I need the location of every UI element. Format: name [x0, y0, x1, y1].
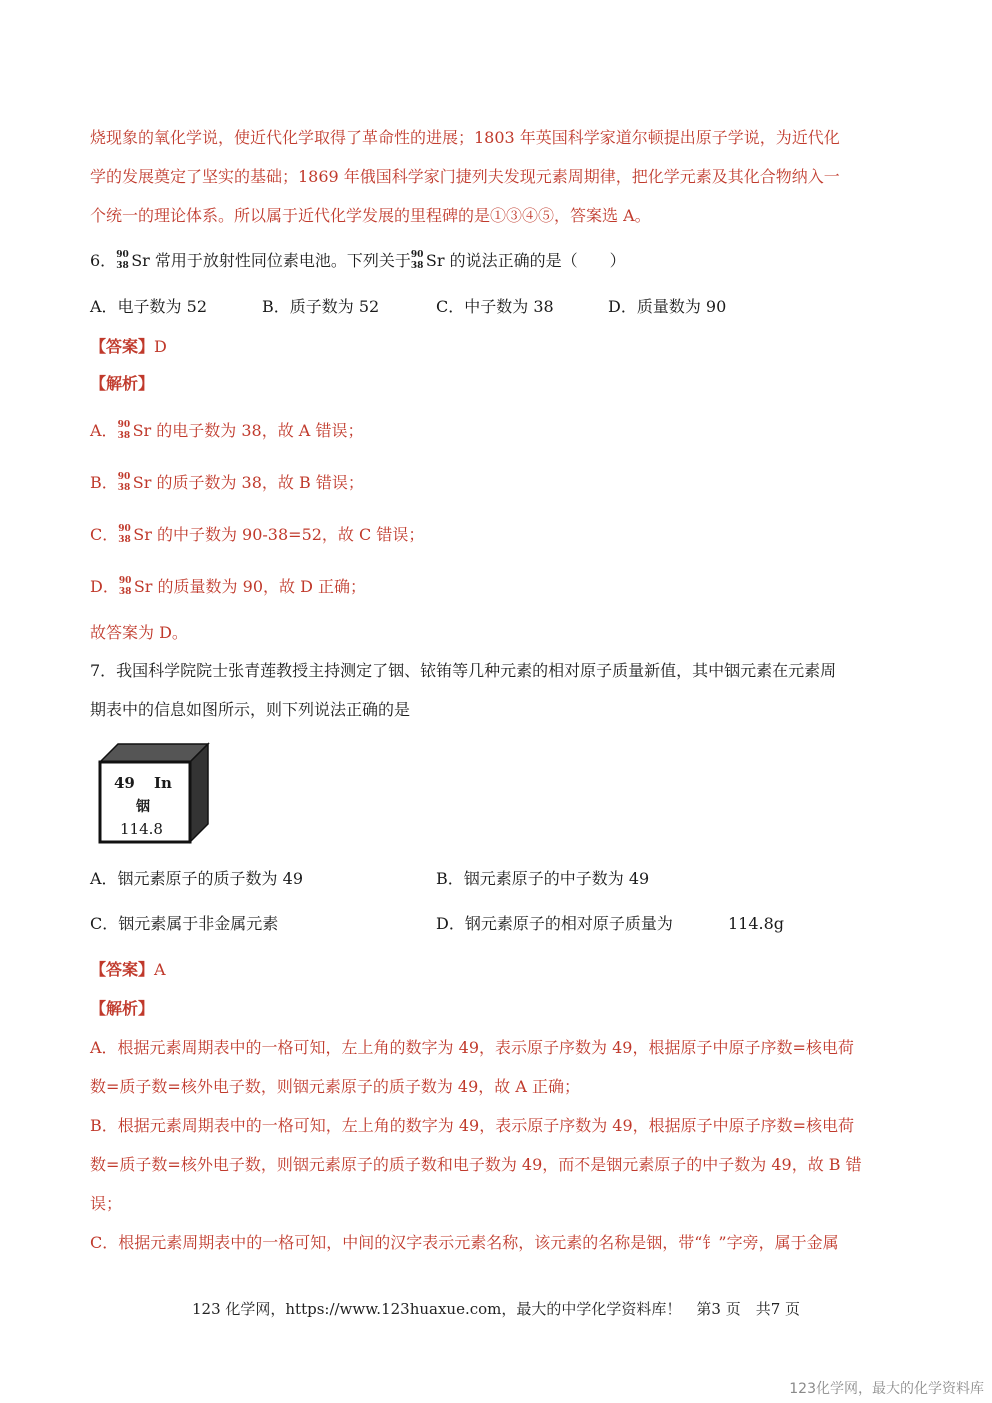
q7-analysis-line-5: 误；: [90, 1194, 123, 1213]
watermark: 123化学网，最大的化学资料库: [789, 1381, 984, 1397]
q7-option-c: C．铟元素属于非金属元素: [90, 914, 279, 933]
answer-label: 【答案】: [90, 337, 155, 356]
q7-stem-line-1: 7．我国科学院院士张青莲教授主持测定了铟、铱铕等几种元素的相对原子质量新值，其中铟元素在元素周: [90, 661, 837, 680]
q6-analysis-a: A． 90 38 Sr 的电子数为 38，故 A 错误；: [90, 419, 364, 441]
isotope-notation: 90 38: [118, 523, 131, 545]
q6-answer: [90, 336, 167, 358]
q7-stem-line-2: 期表中的信息如图所示，则下列说法正确的是: [90, 700, 411, 719]
intro-line-2: 学的发展奠定了坚实的基础；1869 年俄国科学家门捷列夫发现元素周期律，把化学元素及其化合物纳入一: [90, 167, 840, 186]
intro-line-3: 个统一的理论体系。所以属于近代化学发展的里程碑的是①③④⑤，答案选 A。: [90, 206, 651, 225]
q6-analysis-b: B． 90 38 Sr 的质子数为 38，故 B 错误；: [90, 471, 364, 493]
q7-option-b: B．铟元素原子的中子数为 49: [436, 869, 650, 888]
intro-line-1: 烧现象的氧化学说，使近代化学取得了革命性的进展；1803 年英国科学家道尔顿提出原子学说，为近代化: [90, 128, 840, 147]
q6-option-a: A．电子数为 52: [90, 297, 208, 316]
q6-option-c: C．中子数为 38: [436, 297, 554, 316]
isotope-notation: 90 38: [410, 249, 424, 271]
element-cell-figure: [98, 742, 210, 846]
q7-analysis-line-2: 数=质子数=核外电子数，则铟元素原子的质子数为 49，故 A 正确；: [90, 1077, 580, 1096]
q6-conclusion: 故答案为 D。: [90, 623, 188, 642]
q7-option-d: D．钢元素原子的相对原子质量为: [436, 914, 673, 933]
q6-stem-mid: 常用于放射性同位素电池。下列关于: [154, 251, 411, 270]
page-footer: 123 化学网，https://www.123huaxue.com，最大的中学化学资料库！ 第3 页 共7 页: [191, 1300, 801, 1318]
answer-label: 【答案】: [90, 960, 155, 979]
q6-analysis-label: 【解析】: [90, 374, 155, 393]
q7-analysis-line-6: C．根据元素周期表中的一格可知，中间的汉字表示元素名称，该元素的名称是铟，带“钅”字旁，属于金属: [90, 1233, 839, 1252]
element-symbol: In: [154, 774, 172, 792]
element-name: 铟: [136, 799, 150, 815]
q7-analysis-label: 【解析】: [90, 999, 155, 1018]
q6-option-b: B．质子数为 52: [262, 297, 380, 316]
q6-analysis-c: C． 90 38 Sr 的中子数为 90-38=52，故 C 错误；: [90, 523, 425, 545]
q6-option-d: D．质量数为 90: [608, 297, 727, 316]
q6-analysis-d: D． 90 38 Sr 的质量数为 90，故 D 正确；: [90, 575, 366, 597]
q6-stem-end: 的说法正确的是（ ）: [449, 251, 626, 270]
q7-option-a: A．铟元素原子的质子数为 49: [90, 869, 304, 888]
isotope-notation: 90 38: [116, 249, 129, 271]
q7-analysis-line-4: 数=质子数=核外电子数，则铟元素原子的质子数和电子数为 49，而不是铟元素原子的中子数为 49，故 B 错: [90, 1155, 862, 1174]
element-number: 49: [114, 774, 135, 792]
answer-value: A: [154, 960, 166, 979]
element-mass: 114.8: [120, 820, 163, 838]
q7-analysis-line-1: A．根据元素周期表中的一格可知，左上角的数字为 49，表示原子序数为 49，根据原子中原子序数=核电荷: [90, 1038, 854, 1057]
q7-answer: [90, 959, 166, 981]
q6-number: 6．: [90, 251, 117, 270]
answer-value: D: [154, 337, 167, 356]
q7-analysis-line-3: B．根据元素周期表中的一格可知，左上角的数字为 49，表示原子序数为 49，根据原子中原子序数=核电荷: [90, 1116, 855, 1135]
isotope-notation: 90 38: [117, 419, 131, 441]
isotope-notation: 90 38: [118, 575, 132, 597]
isotope-notation: 90 38: [117, 471, 131, 493]
q7-option-d-value: 114.8g: [728, 914, 785, 933]
q6-stem: 6． 90 38 Sr 常用于放射性同位素电池。下列关于 90 38 Sr 的说法正确的是（ ）: [90, 249, 626, 271]
